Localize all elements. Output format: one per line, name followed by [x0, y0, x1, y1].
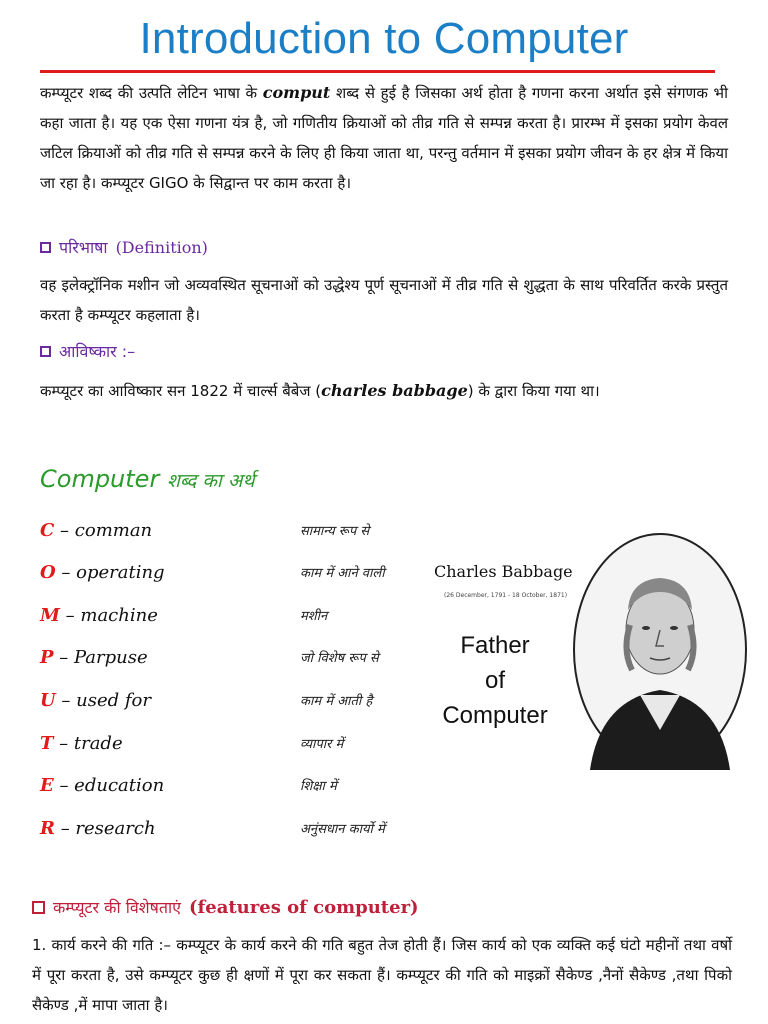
acronym-row	[40, 728, 420, 758]
portrait-caption-line: Computer	[442, 702, 548, 729]
intro-latin-word: comput	[262, 83, 331, 102]
invention-heading-text: आविष्कार :–	[59, 342, 136, 361]
acronym-english: – operating	[55, 561, 165, 583]
acronym-word	[40, 690, 300, 711]
acronym-word	[40, 562, 300, 583]
acronym-english: – comman	[54, 519, 153, 541]
acronym-english: – research	[54, 817, 156, 839]
acronym-row	[40, 600, 420, 630]
acronym-word	[40, 818, 300, 839]
acronym-row	[40, 557, 420, 587]
invention-text-after: ) के द्वारा किया गया था।	[467, 382, 600, 400]
acronym-letter: P	[40, 646, 54, 668]
acronym-row	[40, 813, 420, 843]
definition-paragraph: वह इलेक्ट्रॉनिक मशीन जो अव्यवस्थित सूचनाओं को उद्धेश्य पूर्ण सूचनाओं में तीव्र गति से शुद्धता के साथ परिवर्तित करके प्रस्तुत करता है कम्प्यूटर कहलाता है।	[40, 276, 728, 324]
acronym-letter: E	[40, 774, 54, 796]
acronym-hindi: जो विशेष रूप से	[300, 651, 379, 666]
computer-meaning-title-hi: शब्द का अर्थ	[166, 470, 255, 492]
computer-meaning-title-en: Computer	[40, 465, 160, 493]
checkbox-icon	[40, 242, 51, 253]
acronym-word	[40, 775, 300, 796]
acronym-english: – trade	[53, 732, 123, 754]
intro-paragraph	[40, 78, 728, 198]
acronym-hindi: मशीन	[300, 609, 328, 624]
acronym-english: – education	[53, 774, 165, 796]
charles-babbage-panel	[430, 530, 760, 790]
intro-text-before: कम्प्यूटर शब्द की उत्पति लेटिन भाषा के	[40, 84, 263, 102]
portrait-dates: (26 December, 1791 - 18 October, 1871)	[444, 592, 568, 599]
acronym-word	[40, 733, 300, 754]
acronym-letter: T	[40, 732, 54, 754]
acronym-english: – Parpuse	[53, 646, 148, 668]
computer-meaning-title	[40, 465, 255, 493]
features-heading	[32, 896, 419, 918]
babbage-portrait-image	[570, 530, 750, 770]
acronym-hindi: काम में आने वाली	[300, 566, 385, 581]
acronym-letter: U	[40, 689, 56, 711]
acronym-word	[40, 605, 300, 626]
portrait-caption	[430, 628, 560, 733]
acronym-letter: R	[40, 817, 55, 839]
acronym-row	[40, 515, 420, 545]
acronym-hindi: शिक्षा में	[300, 779, 337, 794]
acronym-letter: C	[40, 519, 55, 541]
features-item-1: 1. कार्य करने की गति :– कम्प्यूटर के कार्य करने की गति बहुत तेज होती हैं। जिस कार्य को एक व्यक्ति कई घंटो महीनों तथा वर्षो में पूरा करता है, उसे कम्प्यूटर कुछ ही क्षणों में पूरा कर सकता हैं। कम्प्यूटर की गति को माइक्रों सैकेण्ड ,नैनों सैकेण्ड ,तथा पिको सैकेण्ड ,में मापा जाता है।	[32, 936, 732, 1014]
portrait-caption-line: Father	[460, 632, 530, 659]
acronym-letter: M	[40, 604, 60, 626]
features-heading-hi: कम्प्यूटर की विशेषताएं	[53, 898, 181, 917]
invention-heading	[40, 340, 135, 362]
acronym-row	[40, 685, 420, 715]
acronym-hindi: सामान्य रूप से	[300, 524, 370, 539]
portrait-name: Charles Babbage	[434, 562, 573, 581]
checkbox-icon	[32, 901, 45, 914]
acronym-hindi: अनुंसधान कार्यो में	[300, 822, 385, 837]
acronym-word	[40, 520, 300, 541]
acronym-row	[40, 770, 420, 800]
acronym-letter: O	[40, 561, 56, 583]
acronym-word	[40, 647, 300, 668]
invention-name: charles babbage	[321, 381, 468, 400]
page-title: Introduction to Computer	[139, 14, 629, 63]
acronym-row	[40, 642, 420, 672]
definition-heading-hi: परिभाषा	[59, 238, 108, 257]
invention-paragraph	[40, 376, 728, 406]
definition-heading	[40, 236, 208, 258]
acronym-hindi: व्यापार में	[300, 737, 344, 752]
invention-text-before: कम्प्यूटर का आविष्कार सन 1822 में चार्ल्स बैबेज (	[40, 382, 322, 400]
acronym-english: – used for	[55, 689, 151, 711]
intro-text-after: शब्द से हुई है जिसका अर्थ होता है गणना करना अर्थात इसे संगणक भी कहा जाता है। यह एक ऐसा गणना यंत्र है, जो गणितीय क्रियाओं को तीव्र गति से सम्पन्न करता है। प्रारम्भ में इसका प्रयोग केवल जटिल क्रियाओं को तीव्र गति से सम्पन्न करने के लिए ही किया जाता था, परन्तु वर्तमान में इसका प्रयोग जीवन के हर क्षेत्र में किया जा रहा है। कम्प्यूटर GIGO के सिद्वान्त पर काम करता है।	[40, 84, 728, 192]
title-underline	[40, 70, 715, 73]
portrait-caption-line: of	[484, 667, 505, 694]
acronym-english: – machine	[59, 604, 158, 626]
acronym-hindi: काम में आती है	[300, 694, 373, 709]
definition-heading-en: (Definition)	[115, 237, 208, 257]
features-heading-en: (features of computer)	[188, 896, 419, 918]
checkbox-icon	[40, 346, 51, 357]
